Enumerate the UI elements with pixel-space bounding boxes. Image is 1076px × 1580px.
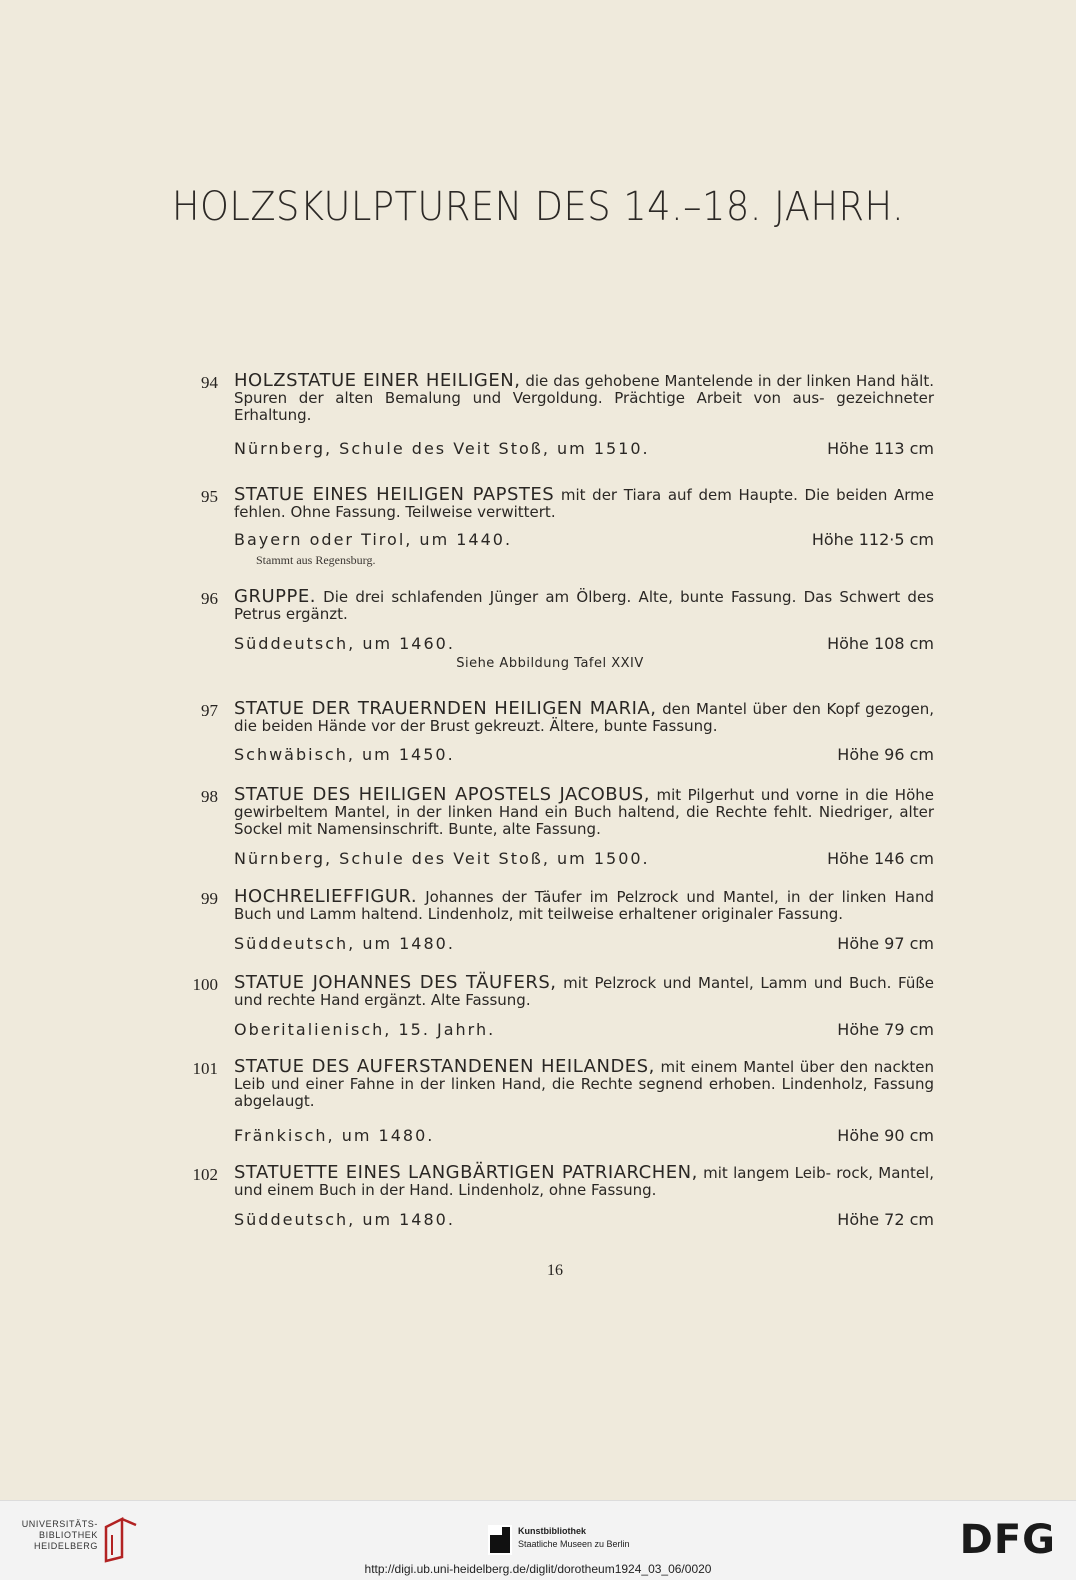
entry-heading: STATUE EINES HEILIGEN PAPSTES: [234, 484, 555, 505]
entry-heading: STATUE DES AUFERSTANDENEN HEILANDES,: [234, 1056, 655, 1077]
dfg-logo[interactable]: DFG: [959, 1517, 1056, 1563]
entry-heading: HOLZSTATUE EINER HEILIGEN,: [234, 370, 521, 391]
entry-description: [234, 372, 934, 424]
entry-origin-row: [234, 934, 934, 954]
entry-number: 94: [201, 373, 218, 392]
entry-origin: Oberitalienisch, 15. Jahrh.: [234, 1020, 496, 1039]
ub-line-1: UNIVERSITÄTS-: [21, 1519, 98, 1529]
entry-number: 99: [201, 889, 218, 908]
entry-heading: STATUE DER TRAUERNDEN HEILIGEN MARIA,: [234, 698, 657, 719]
entry-height: Höhe 146 cm: [827, 849, 934, 868]
entry-origin-row: [234, 1126, 934, 1146]
entry-heading: GRUPPE.: [234, 586, 316, 607]
entry-height: Höhe 79 cm: [837, 1020, 934, 1039]
entry-origin-row: [234, 634, 934, 654]
entry-origin: Süddeutsch, um 1460.: [234, 634, 455, 653]
entry-height: Höhe 97 cm: [837, 934, 934, 953]
ub-heidelberg-mark-icon: [100, 1517, 140, 1563]
entry-origin: Süddeutsch, um 1480.: [234, 934, 455, 953]
kb-line-2: Staatliche Museen zu Berlin: [518, 1539, 630, 1549]
entry-text: die das gehobene Mantelende in der linken Hand hält. Spuren der alten Bemalung und Vergoldung. Prächtige Arbeit von aus- gezeichneter Erhaltung.: [234, 372, 934, 424]
page-number: 16: [547, 1262, 563, 1279]
entry-number: 95: [201, 487, 218, 506]
entry-origin: Nürnberg, Schule des Veit Stoß, um 1510.: [234, 439, 650, 458]
entry-height: Höhe 112·5 cm: [811, 530, 934, 549]
entry-description: [234, 888, 934, 923]
entry-height: Höhe 108 cm: [827, 634, 934, 653]
entry-origin: Schwäbisch, um 1450.: [234, 745, 455, 764]
ub-line-3: HEIDELBERG: [33, 1541, 98, 1551]
entry-origin: Bayern oder Tirol, um 1440.: [234, 530, 513, 549]
entry-description: [234, 486, 934, 521]
entry-description: [234, 700, 934, 735]
entry-number: 101: [192, 1059, 218, 1078]
entry-origin-row: [234, 530, 934, 550]
permalink-url[interactable]: http://digi.ub.uni-heidelberg.de/diglit/dorotheum1924_03_06/0020: [364, 1562, 712, 1576]
entry-description: [234, 588, 934, 623]
kunstbibliothek-mark-icon: [488, 1525, 512, 1555]
entry-illustration-note: Siehe Abbildung Tafel XXIV: [456, 656, 644, 671]
page-title: HOLZSKULPTUREN DES 14.–18. JAHRH.: [171, 184, 905, 230]
entry-origin: Fränkisch, um 1480.: [234, 1126, 435, 1145]
entry-text: mit einem Mantel über den nackten Leib und einer Fahne in der linken Hand, die Rechte segnend erhoben. Lindenholz, Fassung abgelaugt.: [234, 1058, 934, 1110]
entry-origin-row: [234, 849, 934, 869]
entry-origin: Nürnberg, Schule des Veit Stoß, um 1500.: [234, 849, 650, 868]
entry-description: [234, 1164, 934, 1199]
ub-heidelberg-logo[interactable]: [16, 1515, 136, 1565]
entry-number: 102: [192, 1165, 218, 1184]
entry-number: 97: [201, 701, 218, 720]
entry-number: 100: [192, 975, 218, 994]
entry-text: den Mantel über den Kopf gezogen, die beiden Hände vor der Brust gekreuzt. Ältere, bunte Fassung.: [234, 700, 935, 735]
entry-text: Johannes der Täufer im Pelzrock und Mantel, in der linken Hand Buch und Lamm haltend. Lindenholz, mit teilweise erhaltener originaler Fassung.: [234, 888, 934, 923]
entry-description: [234, 786, 934, 838]
entry-number: 96: [201, 589, 218, 608]
entry-text: mit langem Leib- rock, Mantel, und einem Buch in der Hand. Lindenholz, ohne Fassung.: [234, 1164, 934, 1199]
kunstbibliothek-logo[interactable]: [488, 1525, 630, 1559]
entry-origin-row: [234, 745, 934, 765]
kunstbibliothek-wordmark: [518, 1525, 630, 1551]
entry-text: mit Pilgerhut und vorne in die Höhe gewirbeltem Mantel, in der linken Hand ein Buch haltend, die Rechte fehlt. Niedriger, alter Sockel mit Namensinschrift. Bunte, alte Fassung.: [234, 786, 934, 838]
ub-line-2: BIBLIOTHEK: [38, 1530, 98, 1540]
entry-text: mit Pelzrock und Mantel, Lamm und Buch. Füße und rechte Hand ergänzt. Alte Fassung.: [234, 974, 934, 1009]
entry-heading: STATUE DES HEILIGEN APOSTELS JACOBUS,: [234, 784, 650, 805]
entry-description: [234, 1058, 934, 1110]
entry-text: mit der Tiara auf dem Haupte. Die beiden Arme fehlen. Ohne Fassung. Teilweise verwittert.: [234, 486, 934, 521]
entry-origin: Süddeutsch, um 1480.: [234, 1210, 455, 1229]
entry-heading: STATUETTE EINES LANGBÄRTIGEN PATRIARCHEN,: [234, 1162, 698, 1183]
entry-height: Höhe 72 cm: [837, 1210, 934, 1229]
entry-height: Höhe 90 cm: [837, 1126, 934, 1145]
entry-provenance-note: Stammt aus Regensburg.: [256, 553, 376, 567]
entry-text: Die drei schlafenden Jünger am Ölberg. Alte, bunte Fassung. Das Schwert des Petrus ergänzt.: [234, 588, 934, 623]
entry-origin-row: [234, 1020, 934, 1040]
entry-heading: HOCHRELIEFFIGUR.: [234, 886, 418, 907]
entry-heading: STATUE JOHANNES DES TÄUFERS,: [234, 972, 557, 993]
entry-height: Höhe 96 cm: [837, 745, 934, 764]
ub-heidelberg-wordmark: [16, 1519, 98, 1552]
entry-height: Höhe 113 cm: [827, 439, 934, 458]
entry-description: [234, 974, 934, 1009]
entry-origin-row: [234, 439, 934, 459]
entry-origin-row: [234, 1210, 934, 1230]
entry-number: 98: [201, 787, 218, 806]
kb-line-1: Kunstbibliothek: [518, 1526, 586, 1536]
